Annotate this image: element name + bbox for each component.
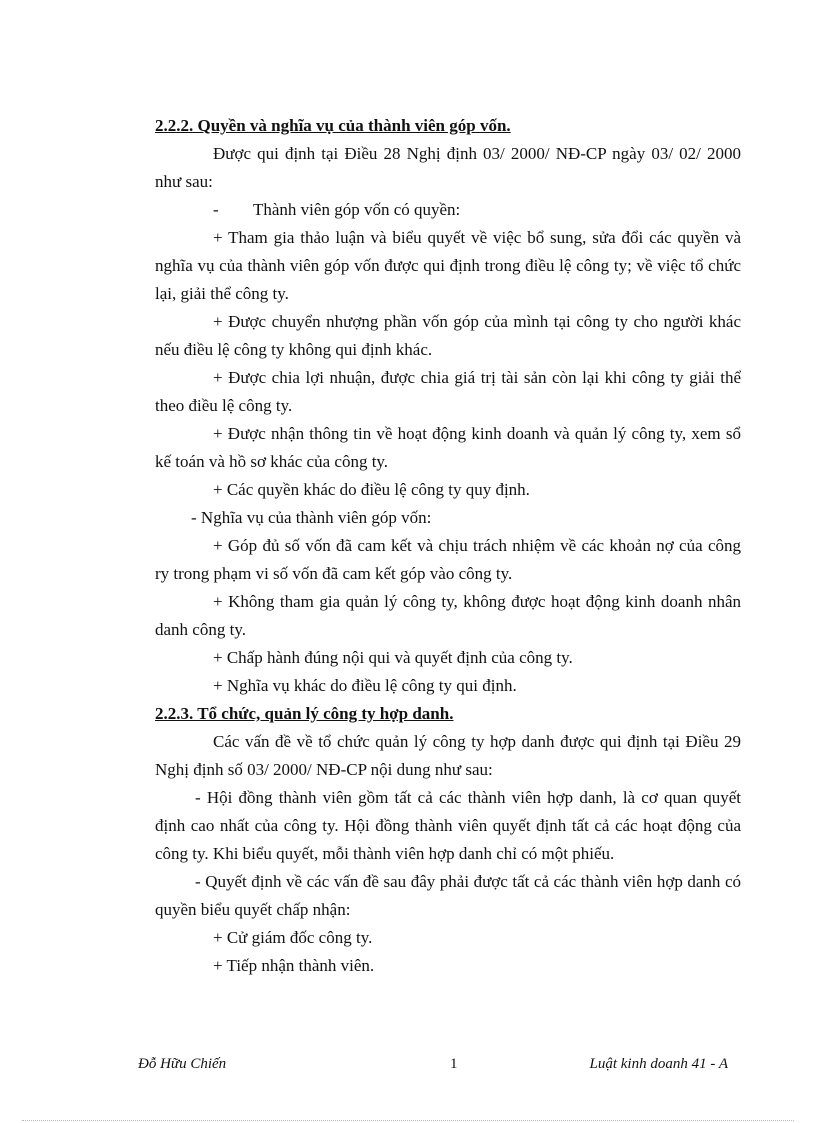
- paragraph: Các vấn đề về tổ chức quản lý công ty hợp danh được qui định tại Điều 29 Nghị định số 03/ 2000/ NĐ-CP nội dung như sau:: [155, 732, 741, 779]
- section-heading-2-2-3: 2.2.3. Tổ chức, quản lý công ty hợp danh.: [155, 704, 454, 723]
- paragraph: + Được chia lợi nhuận, được chia giá trị tài sản còn lại khi công ty giải thể theo điều lệ công ty.: [155, 368, 741, 415]
- page-body: [155, 112, 741, 980]
- list-item-text: Thành viên góp vốn có quyền:: [253, 200, 461, 219]
- footer-author: Đỗ Hữu Chiến: [138, 1056, 227, 1072]
- dash-marker: -: [213, 200, 219, 219]
- paragraph: + Chấp hành đúng nội qui và quyết định của công ty.: [213, 648, 573, 667]
- section-heading-2-2-2: 2.2.2. Quyền và nghĩa vụ của thành viên góp vốn.: [155, 116, 511, 135]
- paragraph: + Góp đủ số vốn đã cam kết và chịu trách nhiệm về các khoản nợ của công ry trong phạm vi số vốn đã cam kết góp vào công ty.: [155, 536, 741, 583]
- paragraph: + Tham gia thảo luận và biểu quyết về việc bổ sung, sửa đổi các quyền và nghĩa vụ của thành viên góp vốn được qui định trong điều lệ công ty; về việc tổ chức lại, giải thể công ty.: [155, 228, 741, 303]
- paragraph: + Cử giám đốc công ty.: [213, 928, 373, 947]
- page-footer: [138, 1056, 728, 1080]
- paragraph: + Tiếp nhận thành viên.: [213, 956, 375, 975]
- paragraph: Được qui định tại Điều 28 Nghị định 03/ 2000/ NĐ-CP ngày 03/ 02/ 2000 như sau:: [155, 144, 741, 191]
- paragraph: + Không tham gia quản lý công ty, không được hoạt động kinh doanh nhân danh công ty.: [155, 592, 741, 639]
- paragraph: - Nghĩa vụ của thành viên góp vốn:: [191, 508, 432, 527]
- paragraph: + Nghĩa vụ khác do điều lệ công ty qui định.: [213, 676, 517, 695]
- footer-course: Luật kinh doanh 41 - A: [589, 1056, 728, 1072]
- paragraph: - Hội đồng thành viên gồm tất cả các thành viên hợp danh, là cơ quan quyết định cao nhất của công ty. Hội đồng thành viên quyết định tất cả các hoạt động của công ty. Khi biểu quyết, mỗi thành viên hợp danh chỉ có một phiếu.: [155, 788, 741, 863]
- page-bottom-rule: [22, 1120, 794, 1121]
- paragraph: + Được nhận thông tin về hoạt động kinh doanh và quản lý công ty, xem sổ kế toán và hồ sơ khác của công ty.: [155, 424, 741, 471]
- paragraph: - Quyết định về các vấn đề sau đây phải được tất cả các thành viên hợp danh có quyền biểu quyết chấp nhận:: [155, 872, 741, 919]
- list-item-dash: [155, 196, 741, 224]
- footer-page-number: 1: [450, 1056, 458, 1072]
- paragraph: + Các quyền khác do điều lệ công ty quy định.: [213, 480, 530, 499]
- paragraph: + Được chuyển nhượng phần vốn góp của mình tại công ty cho người khác nếu điều lệ công ty không qui định khác.: [155, 312, 741, 359]
